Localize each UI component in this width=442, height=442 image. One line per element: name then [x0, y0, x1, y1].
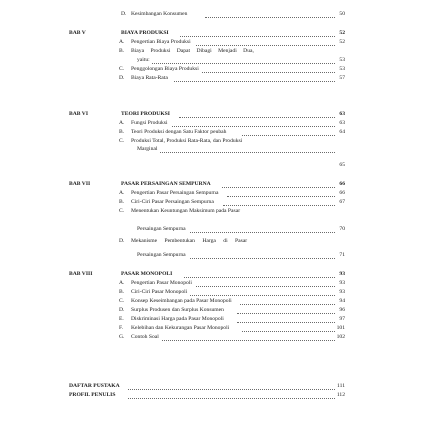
item-title: Kelebihan dan Kekurangan Pasar Monopoli	[131, 325, 230, 331]
leader-dots	[180, 36, 335, 37]
page-number: 97	[339, 316, 345, 322]
leader-dots	[242, 135, 335, 136]
page-number: 50	[339, 11, 345, 17]
page-number: 64	[339, 129, 345, 135]
item-letter: A.	[119, 280, 125, 286]
item-title: Contoh Soal	[131, 334, 159, 340]
item-title: Diskriminasi Harga pada Pasar Monopoli	[131, 316, 224, 322]
item-title: Konsep Keseimbangan pada Pasar Monopoli	[131, 298, 232, 304]
item-title: Mekanisme Pembentukan Harga di Pasar	[131, 238, 248, 244]
leader-dots	[179, 117, 335, 118]
page-number: 53	[339, 66, 345, 72]
item-letter: G.	[119, 334, 125, 340]
page-number: 102	[336, 334, 345, 340]
leader-dots	[223, 205, 335, 206]
leader-dots	[128, 389, 335, 390]
page-number: 112	[336, 392, 345, 398]
leader-dots	[227, 196, 335, 197]
item-title-cont: Persaingan Sempurna	[137, 226, 186, 232]
leader-dots	[196, 45, 335, 46]
page-number: 66	[339, 181, 345, 187]
item-letter: A.	[119, 39, 125, 45]
item-title: Kesimbangan Konsumen	[131, 11, 188, 17]
item-title: Ciri-Ciri Pasar Monopoli	[131, 289, 188, 295]
leader-dots	[196, 286, 335, 287]
item-title: Produksi Total, Produksi Rata-Rata, dan Produksi	[131, 138, 243, 144]
leader-dots	[190, 232, 335, 233]
item-letter: F.	[119, 325, 124, 331]
item-title-cont: Persaingan Sempurna	[137, 252, 186, 258]
leader-dots	[190, 295, 335, 296]
end-title-daftar-pustaka: DAFTAR PUSTAKA	[69, 383, 120, 389]
leader-dots	[237, 313, 335, 314]
page-number: 52	[339, 39, 345, 45]
page-number: 65	[339, 162, 345, 168]
page-number: 93	[339, 280, 345, 286]
leader-dots	[152, 63, 335, 64]
leader-dots	[222, 187, 335, 188]
item-title: Teori Produksi dengan Satu Faktor peubah	[131, 129, 227, 135]
item-letter: D.	[119, 238, 125, 244]
chapter-title: PASAR PERSAINGAN SEMPURNA	[121, 181, 211, 187]
leader-dots	[162, 340, 335, 341]
item-letter: A.	[119, 120, 125, 126]
item-letter: B.	[119, 129, 125, 135]
item-letter: C.	[119, 298, 125, 304]
page-number: 53	[339, 57, 345, 63]
item-title: Biaya Rata-Rata	[131, 75, 168, 81]
item-letter: E.	[119, 316, 124, 322]
leader-dots	[184, 277, 335, 278]
item-letter: B.	[119, 199, 125, 205]
page-number: 70	[339, 226, 345, 232]
page-number: 66	[339, 190, 345, 196]
item-letter: D.	[121, 11, 127, 17]
item-letter: C.	[119, 66, 125, 72]
page-number: 63	[339, 120, 345, 126]
page-number: 111	[337, 383, 345, 389]
leader-dots	[242, 331, 335, 332]
item-title: Menentukan Keuntungan Maksimum pada Pasar	[131, 208, 241, 214]
item-letter: D.	[119, 307, 125, 313]
chapter-title: BIAYA PRODUKSI	[121, 30, 169, 36]
item-title: Biaya Produksi Dapat Dibagi Menjadi Dua,	[131, 48, 254, 54]
chapter-label: BAB VII	[69, 181, 91, 187]
leader-dots	[237, 322, 335, 323]
page-number: 93	[339, 271, 345, 277]
end-title-profil-penulis: PROFIL PENULIS	[69, 392, 116, 398]
page-number: 63	[339, 111, 345, 117]
item-letter: C.	[119, 138, 125, 144]
chapter-label: BAB VI	[69, 111, 89, 117]
item-title-cont: yaitu:	[137, 57, 150, 63]
page-number: 93	[339, 289, 345, 295]
item-title: Surplus Produsen dan Surplus Konsumen	[131, 307, 224, 313]
leader-dots	[205, 17, 335, 18]
item-title: Pengertian Pasar Persaingan Sempurna	[131, 190, 219, 196]
item-title: Ciri-Ciri Pasar Persaingan Sempurna	[131, 199, 214, 205]
leader-dots	[240, 304, 335, 305]
page-number: 94	[339, 298, 345, 304]
item-letter: B.	[119, 289, 125, 295]
leader-dots	[172, 126, 335, 127]
item-letter: A.	[119, 190, 125, 196]
leader-dots	[174, 81, 335, 82]
item-letter: D.	[119, 75, 125, 81]
leader-dots	[128, 398, 335, 399]
chapter-label: BAB V	[69, 30, 86, 36]
item-title-cont: Marginal	[137, 146, 158, 152]
leader-dots	[190, 258, 335, 259]
item-title: Penggolongan Biaya Produksi	[131, 66, 199, 72]
item-title: Fungsi Produksi	[131, 120, 168, 126]
leader-dots	[160, 152, 335, 153]
item-title: Pengertian Pasar Monopoli	[131, 280, 192, 286]
leader-dots	[202, 72, 335, 73]
chapter-title: PASAR MONOPOLI	[121, 271, 173, 277]
chapter-label: BAB VIII	[69, 271, 93, 277]
item-title: Pengertian Biaya Produksi	[131, 39, 191, 45]
item-letter: C.	[119, 208, 125, 214]
page-number: 101	[336, 325, 345, 331]
page-number: 96	[339, 307, 345, 313]
page-number: 52	[339, 30, 345, 36]
chapter-title: TEORI PRODUKSI	[121, 111, 170, 117]
page-number: 71	[339, 252, 345, 258]
item-letter: B.	[119, 48, 125, 54]
page-number: 67	[339, 199, 345, 205]
page-number: 57	[339, 75, 345, 81]
